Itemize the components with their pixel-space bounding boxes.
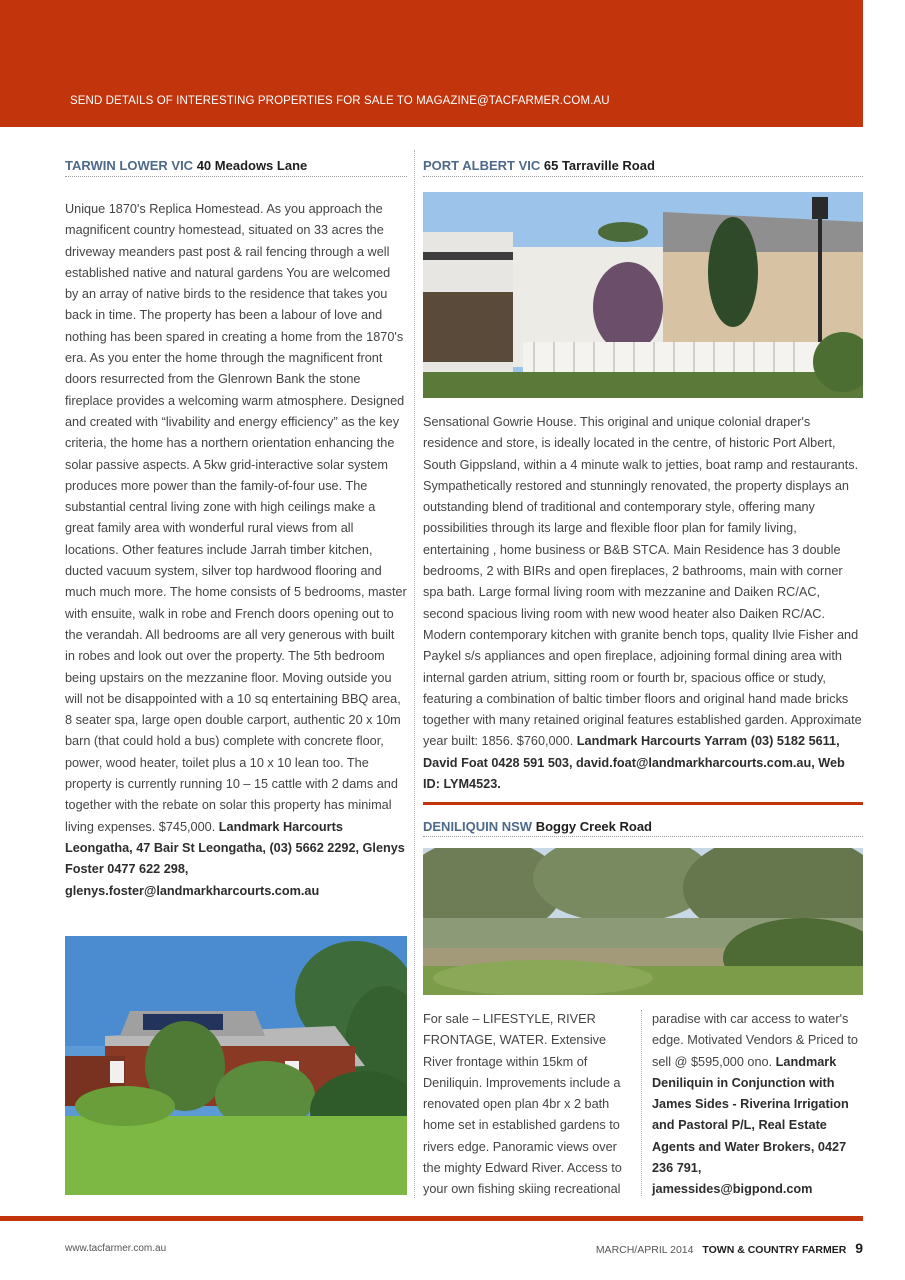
banner-text: SEND DETAILS OF INTERESTING PROPERTIES FOR SALE TO MAGAZINE@TACFARMER.COM.AU — [70, 95, 610, 107]
footer-rule — [0, 1216, 863, 1221]
listing-2-description: Sensational Gowrie House. This original and unique colonial draper's residence and store, is ideally located in the centre, of historic Port Albert, South Gippsland, within a 4 minute walk to jetties, boat ramp and restaurants. Sympathetically restored and stunningly renovated, the property displays an outstanding blend of traditional and contemporary style, offering many possibilities through its large and flexible floor plan for family living, entertaining , home business or B&B STCA. Main Residence has 3 double bedrooms, 2 with BIRs and open fireplaces, 2 bathrooms, main with corner spa bath. Large formal living room with mezzanine and Daiken RC/AC, second spacious living room with new wood heater also Daiken RC/AC. Modern contemporary kitchen with granite bench tops, quality Ilvie Fisher and Paykel s/s appliances and open fireplace, adjoining formal dining area with internal garden atrium, sitting room or fourth br, spacious office or study, featuring a combination of baltic timber floors and original hand made bricks together with many retained original features established garden. Approximate year built: 1856. $760,000. — [423, 415, 862, 749]
footer-issue: MARCH/APRIL 2014 — [595, 1244, 694, 1256]
page-number: 9 — [855, 1240, 863, 1256]
listing-3-column-1 — [423, 1009, 633, 1201]
listing-3-description-1: For sale – LIFESTYLE, RIVER FRONTAGE, WATER. Extensive River frontage within 15km of Deniliquin. Improvements include a renovated open plan 4br x 2 bath home set in established gardens to rivers edge. Panoramic views over the mighty Edward River. Access to your own fishing skiing recreational — [423, 1012, 622, 1197]
listing-2-photo — [423, 192, 863, 398]
listing-2-heading-rule — [423, 176, 863, 177]
footer-issue-block — [596, 1240, 863, 1256]
listing-3-contact: Landmark Deniliquin in Conjunction with James Sides - Riverina Irrigation and Pastoral P/L, Real Estate Agents and Water Brokers, 0427 236 791, jamessides@bigpond.com — [652, 1054, 849, 1197]
listing-3-heading — [423, 819, 652, 834]
listing-3-column-divider — [641, 1010, 642, 1196]
listing-1-description: Unique 1870's Replica Homestead. As you approach the magnificent country homestead, situated on 33 acres the driveway meanders past post & rail fencing through a well established native and natural gardens You are welcomed by an array of native birds to the residence that takes you back in time. The property has been a labour of love and nothing has been spared in creating a home from the 1870's era. As you enter the home through the magnificent front doors resurrected from the Glenrown Bank the stone fireplace provides a welcoming warm atmosphere. Designed and created with “livability and energy efficiency” as the key criteria, the home has a northern orientation enhancing the solar passive aspects. A 5kw grid-interactive solar system produces more power than the family-of-four use. The substantial central living zone with high ceilings make a great family area with wonderful rural views from all locations. Other features include Jarrah timber kitchen, ducted vacuum system, silver top hardwood flooring and much much more. The home consists of 5 bedrooms, master with ensuite, walk in robe and French doors opening out to the verandah. All bedrooms are all very generous with built in robes and look out over the property. The 5th bedroom being upstairs on the mezzanine floor. Moving outside you will not be disappointed with a 10 sq entertaining BBQ area, 8 seater spa, large open double carport, authentic 20 x 10m barn (that could hold a bus) complete with concrete floor, power, wood heater, toilet plus a 10 x 10 lean too. The property is currently running 10 – 15 cattle with 2 dams and together with the rebate on solar this property has minimal living expenses. $745,000. — [65, 202, 407, 834]
header-banner — [0, 0, 863, 127]
listing-1-heading-rule — [65, 176, 407, 177]
listing-2-address: 65 Tarraville Road — [543, 158, 655, 173]
listing-2-heading — [423, 158, 655, 173]
footer-website: www.tacfarmer.com.au — [65, 1243, 167, 1254]
listing-3-description-2: paradise with car access to water's edge. Motivated Vendors & Priced to sell @ $595,000 ono. — [652, 1012, 858, 1069]
listing-3-photo — [423, 848, 863, 995]
listing-2-body — [423, 412, 863, 795]
column-divider — [414, 150, 415, 1198]
listing-3-address: Boggy Creek Road — [535, 819, 652, 834]
listing-2-location: PORT ALBERT VIC — [423, 158, 541, 173]
listing-1-body — [65, 199, 407, 902]
footer-magazine: TOWN & COUNTRY FARMER — [702, 1244, 847, 1256]
listing-1-contact: Landmark Harcourts Leongatha, 47 Bair St Leongatha, (03) 5662 2292, Glenys Foster 0477 622 298, glenys.foster@landmarkharcourts.com.au — [65, 819, 405, 898]
section-divider — [423, 802, 863, 805]
listing-1-heading — [65, 158, 307, 173]
listing-2-contact: Landmark Harcourts Yarram (03) 5182 5611, David Foat 0428 591 503, david.foat@landmarkharcourts.com.au, Web ID: LYM4523. — [423, 734, 845, 792]
listing-1-location: TARWIN LOWER VIC — [65, 158, 194, 173]
listing-1-photo — [65, 936, 407, 1195]
listing-1-address: 40 Meadows Lane — [196, 158, 308, 173]
listing-3-heading-rule — [423, 836, 863, 837]
listing-3-column-2 — [652, 1009, 863, 1201]
listing-3-location: DENILIQUIN NSW — [423, 819, 533, 834]
